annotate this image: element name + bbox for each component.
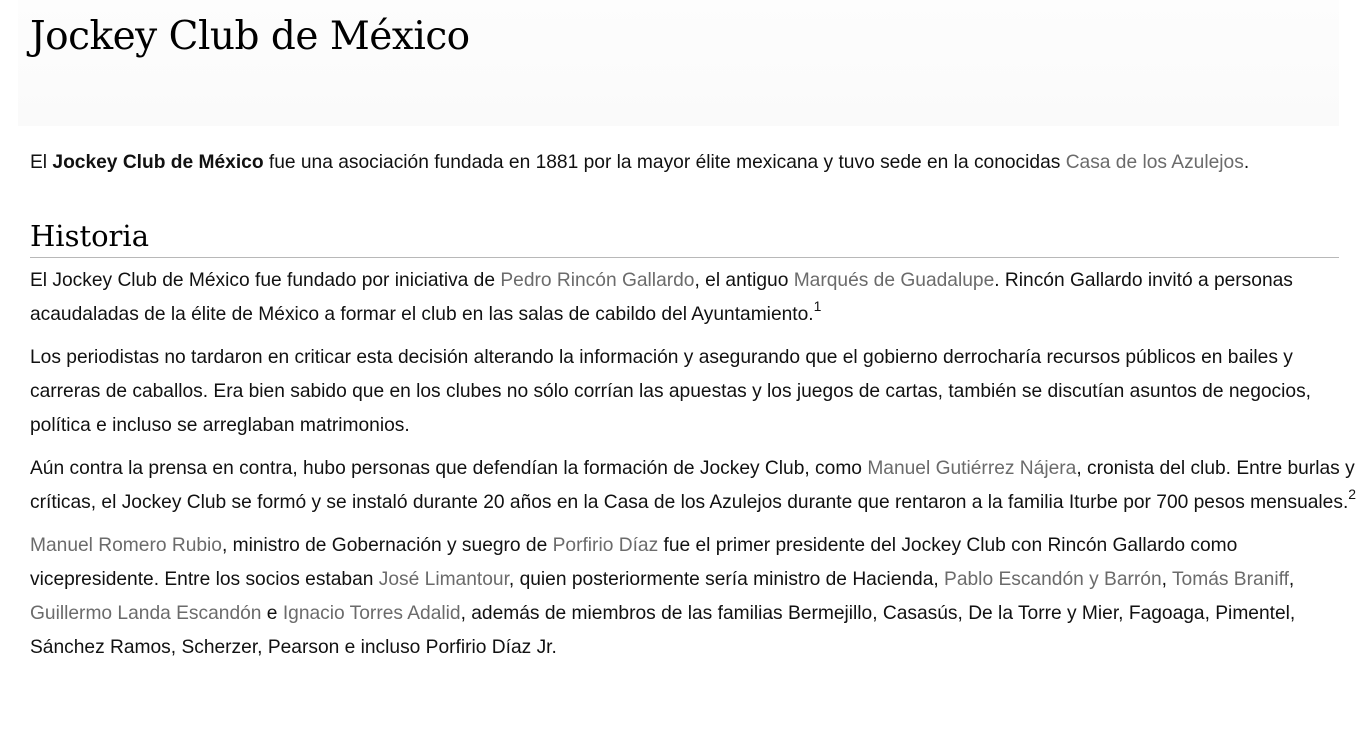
text: Aún contra la prensa en contra, hubo personas que defendían la formación de Jockey Club, como xyxy=(30,458,868,479)
text: , xyxy=(1288,569,1295,590)
reference-2[interactable]: 2 xyxy=(1348,485,1357,502)
link-manuel-romero-rubio[interactable]: Manuel Romero Rubio xyxy=(30,535,222,556)
text: , además de miembros de las familias Bermejillo, Casasús, De la Torre y Mier, Fagoaga, Pimentel, Sánchez Ramos, Scherzer, Pearson e incluso Porfirio Díaz Jr. xyxy=(30,603,1296,658)
text: , el antiguo xyxy=(694,270,794,291)
text: El Jockey Club de México fue fundado por iniciativa de xyxy=(30,270,501,291)
link-marques-de-guadalupe[interactable]: Marqués de Guadalupe xyxy=(793,270,995,291)
link-manuel-gutierrez-najera[interactable]: Manuel Gutiérrez Nájera xyxy=(867,458,1077,479)
text: fue una asociación fundada en 1881 por la mayor élite mexicana y tuvo sede en la conocidas xyxy=(263,152,1066,173)
article-content xyxy=(30,146,1360,674)
text: , cronista del club. Entre burlas y críticas, el Jockey Club se formó y se instaló durante 20 años en la Casa de los Azulejos durante que rentaron a la familia Iturbe por 700 pesos mensuales. xyxy=(30,458,1355,513)
text: , quien posteriormente sería ministro de Hacienda, xyxy=(508,569,945,590)
intro-paragraph xyxy=(30,146,1360,180)
link-tomas-braniff[interactable]: Tomás Braniff xyxy=(1171,569,1289,590)
text: El xyxy=(30,152,53,173)
link-guillermo-landa-escandon[interactable]: Guillermo Landa Escandón xyxy=(30,603,262,624)
text: fue el primer presidente del Jockey Club con Rincón Gallardo como vicepresidente. Entre los socios estaban xyxy=(30,535,1238,590)
link-jose-limantour[interactable]: José Limantour xyxy=(378,569,509,590)
link-pablo-escandon-y-barron[interactable]: Pablo Escandón y Barrón xyxy=(944,569,1162,590)
bold-term: Jockey Club de México xyxy=(52,152,264,173)
reference-1[interactable]: 1 xyxy=(813,297,822,314)
paragraph-3 xyxy=(30,452,1360,520)
link-porfirio-diaz[interactable]: Porfirio Díaz xyxy=(552,535,659,556)
text: . Rincón Gallardo invitó a personas acaudaladas de la élite de México a formar el club en las salas de cabildo del Ayuntamiento. xyxy=(30,270,1293,325)
text: , ministro de Gobernación y suegro de xyxy=(221,535,553,556)
paragraph-1 xyxy=(30,264,1360,332)
text: . xyxy=(1243,152,1250,173)
link-pedro-rincon-gallardo[interactable]: Pedro Rincón Gallardo xyxy=(500,270,695,291)
link-casa-de-los-azulejos[interactable]: Casa de los Azulejos xyxy=(1065,152,1244,173)
paragraph-4 xyxy=(30,529,1360,665)
page-title: Jockey Club de México xyxy=(30,14,470,59)
section-heading-historia: Historia xyxy=(30,215,1339,258)
text: , xyxy=(1161,569,1172,590)
link-ignacio-torres-adalid[interactable]: Ignacio Torres Adalid xyxy=(282,603,461,624)
paragraph-2: Los periodistas no tardaron en criticar esta decisión alterando la información y asegurando que el gobierno derrocharía recursos públicos en bailes y carreras de caballos. Era bien sabido que en los clubes no sólo corrían las apuestas y los juegos de cartas, también se discutían asuntos de negocios, política e incluso se arreglaban matrimonios. xyxy=(30,347,1311,436)
text: e xyxy=(261,603,283,624)
